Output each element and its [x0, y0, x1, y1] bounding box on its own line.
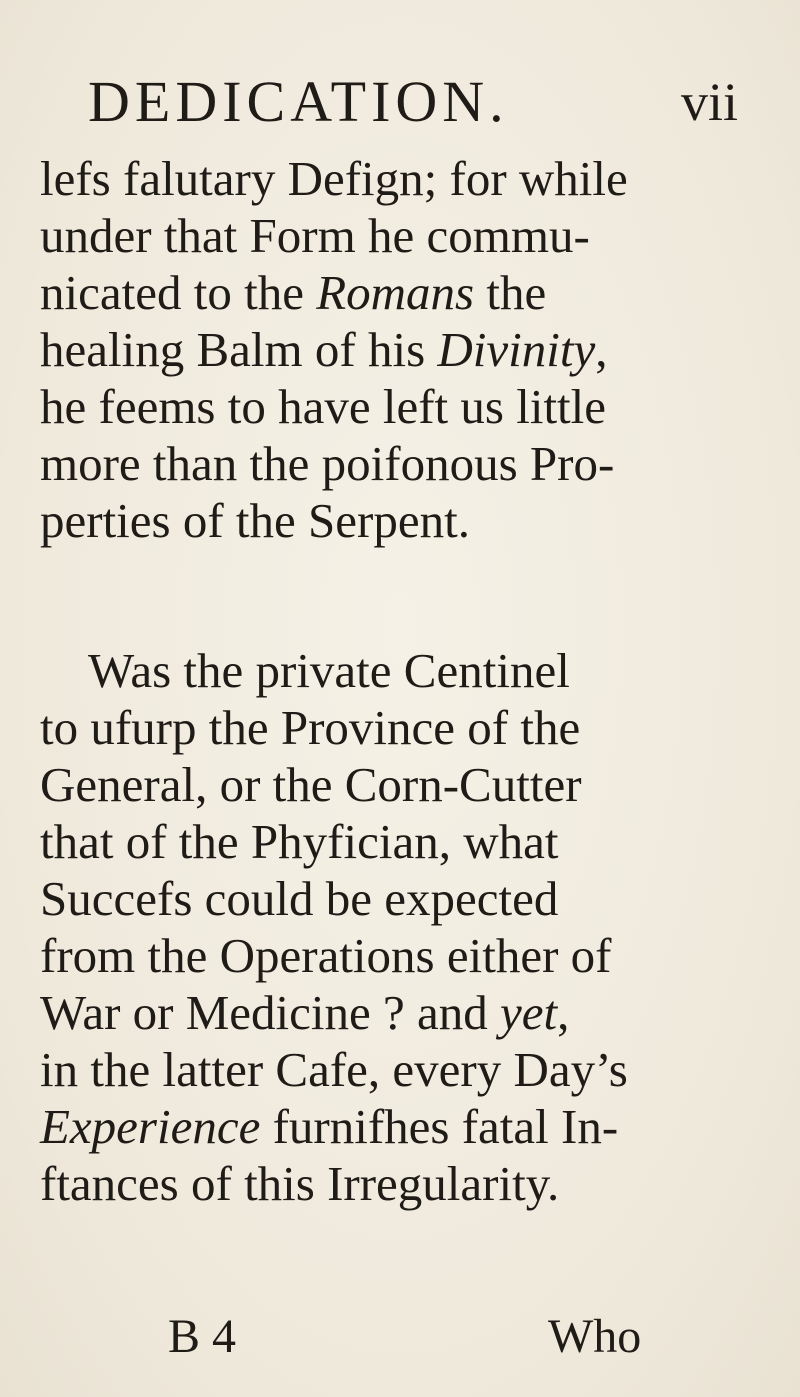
- text-line: General, or the Corn-Cutter: [40, 757, 582, 812]
- text-line: Was the private Centinel: [88, 643, 570, 698]
- italic-word: yet: [500, 985, 558, 1040]
- italic-word: Romans: [316, 265, 475, 320]
- text-line: that of the Phyfician, what: [40, 814, 559, 869]
- text-line: perties of the Serpent.: [40, 493, 470, 548]
- text-run: furnifhes fatal In-: [260, 1099, 619, 1154]
- italic-word: Divinity: [437, 322, 596, 377]
- text-line: more than the poifonous Pro-: [40, 436, 615, 491]
- paragraph-2: [40, 642, 720, 1212]
- text-line: to ufurp the Province of the: [40, 700, 581, 755]
- catchword: Who: [548, 1310, 642, 1363]
- text-line: under that Form he commu-: [40, 208, 590, 263]
- text-run: healing Balm of his: [40, 322, 438, 377]
- body-text: [40, 150, 720, 1212]
- signature-mark: B 4: [168, 1310, 237, 1363]
- text-line: [40, 321, 720, 378]
- text-line: ftances of this Irregularity.: [40, 1156, 560, 1211]
- text-run: ,: [595, 322, 608, 377]
- text-run: ,: [557, 985, 570, 1040]
- text-run: the: [474, 265, 547, 320]
- text-line: lefs falutary Defign; for while: [40, 151, 628, 206]
- text-line: in the latter Cafe, every Day’s: [40, 1042, 628, 1097]
- text-run: War or Medicine ? and: [40, 985, 500, 1040]
- italic-word: Experience: [40, 1099, 261, 1154]
- text-line: [40, 1098, 720, 1155]
- text-line: [40, 264, 720, 321]
- text-line: from the Operations either of: [40, 928, 612, 983]
- paragraph-gap: [40, 549, 720, 642]
- text-line: he feems to have left us little: [40, 379, 607, 434]
- paragraph-1: [40, 150, 720, 549]
- text-line: [40, 984, 720, 1041]
- text-line: Succefs could be expected: [40, 871, 559, 926]
- page-number: vii: [680, 72, 738, 132]
- text-run: nicated to the: [40, 265, 317, 320]
- page-header: [88, 62, 738, 142]
- running-head: DEDICATION.: [88, 69, 509, 134]
